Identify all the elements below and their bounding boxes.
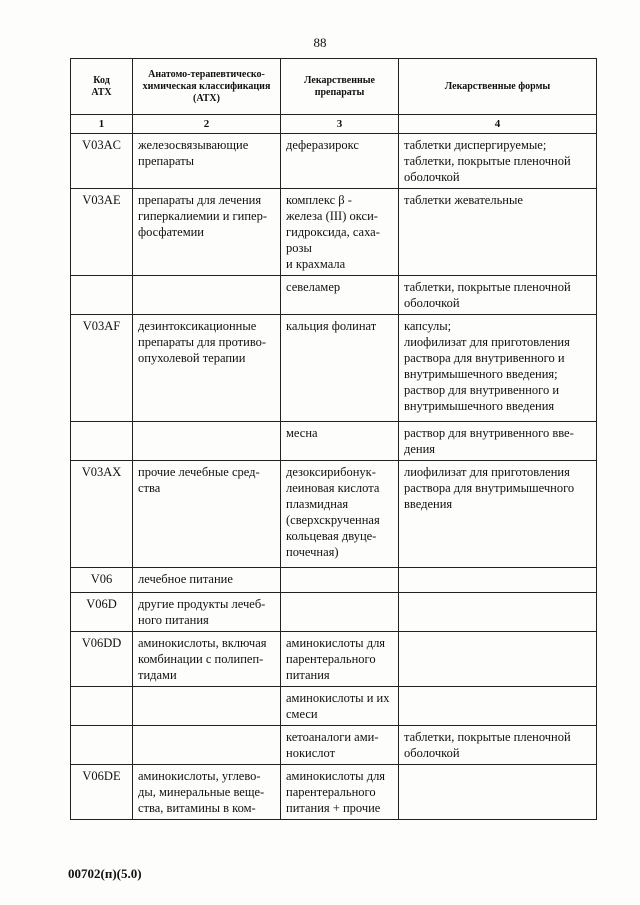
header-classification: Анатомо-терапевтическо- химическая классификация (АТХ) (133, 59, 281, 115)
cell-forms (399, 593, 597, 632)
column-number: 2 (133, 115, 281, 134)
column-number: 1 (71, 115, 133, 134)
cell-code (71, 687, 133, 726)
table-row (71, 134, 597, 189)
cell-code: V06 (71, 568, 133, 593)
cell-classification: лечебное питание (133, 568, 281, 593)
cell-code: V06DE (71, 765, 133, 820)
cell-classification (133, 687, 281, 726)
cell-drug: аминокислоты для парентерального питания (281, 632, 399, 687)
cell-drug: аминокислоты и их смеси (281, 687, 399, 726)
column-number: 4 (399, 115, 597, 134)
cell-forms (399, 568, 597, 593)
cell-code: V03AX (71, 461, 133, 568)
table-row (71, 422, 597, 461)
cell-code: V03AF (71, 315, 133, 422)
cell-forms: лиофилизат для приготовления раствора для внутримышечного введения (399, 461, 597, 568)
atx-table (70, 58, 597, 820)
header-code: Код АТХ (71, 59, 133, 115)
header-forms: Лекарственные формы (399, 59, 597, 115)
cell-classification (133, 276, 281, 315)
cell-classification: препараты для лечения гиперкалиемии и гипер- фосфатемии (133, 189, 281, 276)
cell-code (71, 276, 133, 315)
cell-classification: аминокислоты, включая комбинации с полипеп- тидами (133, 632, 281, 687)
table-row (71, 568, 597, 593)
table-row (71, 765, 597, 820)
cell-forms: таблетки, покрытые пленочной оболочкой (399, 726, 597, 765)
cell-code: V03AC (71, 134, 133, 189)
table-row (71, 461, 597, 568)
cell-forms (399, 765, 597, 820)
cell-forms: раствор для внутривенного вве- дения (399, 422, 597, 461)
cell-code (71, 422, 133, 461)
cell-forms (399, 632, 597, 687)
cell-classification: дезинтоксикационные препараты для противо- опухолевой терапии (133, 315, 281, 422)
cell-drug: деферазирокс (281, 134, 399, 189)
cell-drug (281, 593, 399, 632)
document-code: 00702(п)(5.0) (68, 866, 142, 881)
table-row (71, 632, 597, 687)
table-row (71, 276, 597, 315)
table-row (71, 687, 597, 726)
cell-classification: железосвязывающие препараты (133, 134, 281, 189)
cell-drug: севеламер (281, 276, 399, 315)
cell-classification (133, 422, 281, 461)
cell-code: V03AE (71, 189, 133, 276)
cell-forms (399, 687, 597, 726)
cell-drug (281, 568, 399, 593)
table-row (71, 189, 597, 276)
page-number: 88 (313, 35, 327, 50)
table-row (71, 593, 597, 632)
cell-classification: прочие лечебные сред- ства (133, 461, 281, 568)
cell-code: V06D (71, 593, 133, 632)
column-number: 3 (281, 115, 399, 134)
cell-drug: комплекс β - железа (III) окси- гидроксида, саха- розы и крахмала (281, 189, 399, 276)
table-row (71, 315, 597, 422)
column-number-row (71, 115, 597, 134)
cell-code (71, 726, 133, 765)
cell-forms: капсулы; лиофилизат для приготовления раствора для внутривенного и внутримышечного введения; раствор для внутривенного и внутримышечного введения (399, 315, 597, 422)
cell-forms: таблетки диспергируемые; таблетки, покрытые пленочной оболочкой (399, 134, 597, 189)
cell-classification: аминокислоты, углево- ды, минеральные веще- ства, витамины в ком- (133, 765, 281, 820)
cell-drug: кетоаналоги ами- нокислот (281, 726, 399, 765)
cell-code: V06DD (71, 632, 133, 687)
cell-forms: таблетки, покрытые пленочной оболочкой (399, 276, 597, 315)
cell-drug: дезоксирибонук- леиновая кислота плазмидная (сверхскрученная кольцевая двуце- почечная) (281, 461, 399, 568)
table-row (71, 726, 597, 765)
cell-classification: другие продукты лечеб- ного питания (133, 593, 281, 632)
cell-forms: таблетки жевательные (399, 189, 597, 276)
cell-drug: кальция фолинат (281, 315, 399, 422)
cell-drug: аминокислоты для парентерального питания + прочие (281, 765, 399, 820)
cell-drug: месна (281, 422, 399, 461)
header-drugs: Лекарственные препараты (281, 59, 399, 115)
cell-classification (133, 726, 281, 765)
